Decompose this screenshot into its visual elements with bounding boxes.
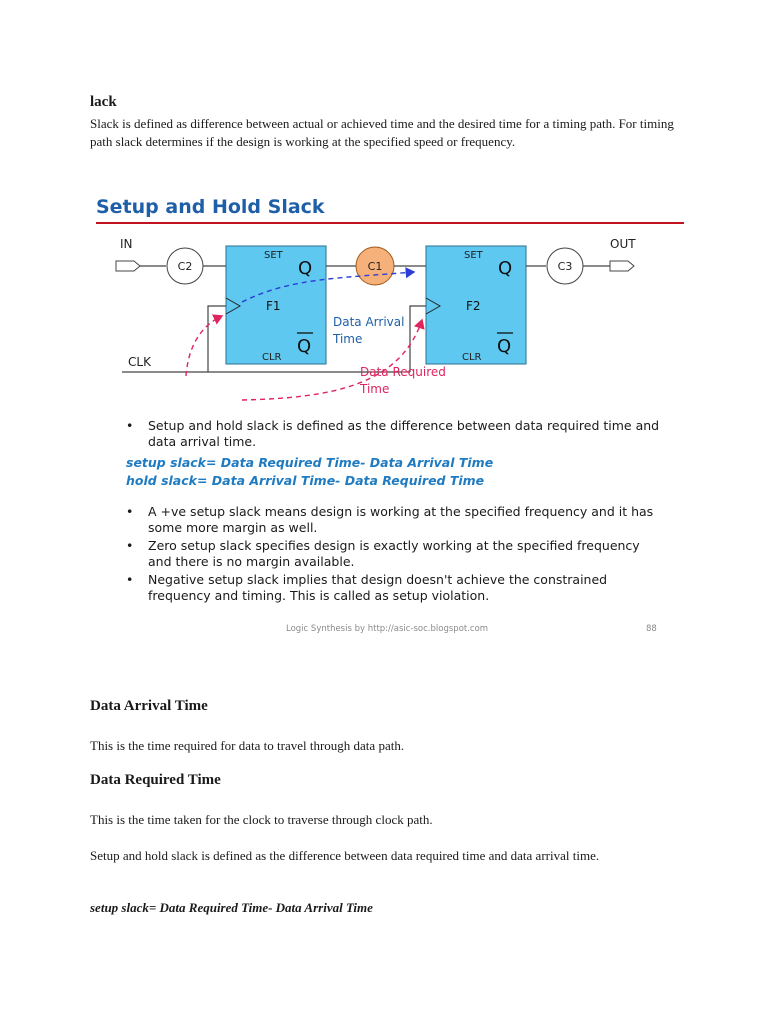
c2-label: C2	[177, 260, 193, 273]
f1-set-label: SET	[264, 250, 283, 261]
f1-qbar-label: Q	[297, 336, 312, 357]
slide-equations	[126, 454, 666, 490]
f2-qbar-label: Q	[497, 336, 512, 357]
hold-slack-equation: hold slack= Data Arrival Time- Data Required Time	[126, 473, 485, 488]
data-required-paragraph: This is the time taken for the clock to traverse through clock path.	[90, 812, 433, 827]
data-arrival-label-1: Data Arrival	[333, 315, 405, 329]
slide-title-rule	[96, 222, 684, 224]
heading-data-arrival-time: Data Arrival Time	[90, 698, 208, 714]
f1-clock-arrow	[186, 316, 222, 376]
data-required-label-1: Data Required	[360, 365, 446, 379]
clk-label: CLK	[128, 355, 151, 369]
slack-difference-paragraph: Setup and hold slack is defined as the difference between data required time and data arrival time.	[90, 848, 600, 863]
slide-bullet-list	[126, 418, 666, 606]
f1-name: F1	[266, 299, 281, 313]
bullet-positive-slack: • A +ve setup slack means design is working at the specified frequency and it has some more margin as well.	[126, 504, 666, 536]
f2-q-label: Q	[498, 258, 513, 279]
data-required-label-2: Time	[360, 382, 390, 396]
in-port-icon	[116, 261, 140, 271]
slide-footer: Logic Synthesis by http://asic-soc.blogspot.com	[286, 624, 489, 634]
c3-label: C3	[557, 260, 573, 273]
slack-definition-paragraph: Slack is defined as difference between actual or achieved time and the desired time for a timing path. For timing path slack determines if the design is working at the specified speed or frequency.	[90, 116, 674, 149]
out-port-icon	[610, 261, 634, 271]
setup-hold-slack-slide	[90, 188, 690, 648]
bullet-slack-definition: • Setup and hold slack is defined as the difference between data required time and data arrival time.	[126, 418, 666, 450]
in-label: IN	[120, 237, 133, 251]
f2-clr-label: CLR	[462, 352, 482, 363]
bullet-negative-slack: • Negative setup slack implies that design doesn't achieve the constrained frequency and timing. This is called as setup violation.	[126, 572, 666, 604]
heading-data-required-time: Data Required Time	[90, 772, 221, 788]
f2-set-label: SET	[464, 250, 483, 261]
f1-q-label: Q	[298, 258, 313, 279]
bullet-zero-slack: • Zero setup slack specifies design is exactly working at the specified frequency and there is no margin available.	[126, 538, 666, 570]
setup-slack-formula: setup slack= Data Required Time- Data Arrival Time	[90, 900, 373, 915]
f2-name: F2	[466, 299, 481, 313]
c1-label: C1	[367, 260, 383, 273]
data-arrival-label-2: Time	[333, 332, 363, 346]
section-heading-slack: lack	[90, 94, 117, 110]
setup-slack-equation: setup slack= Data Required Time- Data Arrival Time	[126, 455, 494, 470]
slide-title: Setup and Hold Slack	[96, 196, 325, 218]
out-label: OUT	[610, 237, 636, 251]
slide-page-number: 88	[646, 624, 657, 634]
data-arrival-paragraph: This is the time required for data to travel through data path.	[90, 738, 405, 753]
flip-flop-timing-diagram	[90, 228, 690, 418]
f1-clr-label: CLR	[262, 352, 282, 363]
